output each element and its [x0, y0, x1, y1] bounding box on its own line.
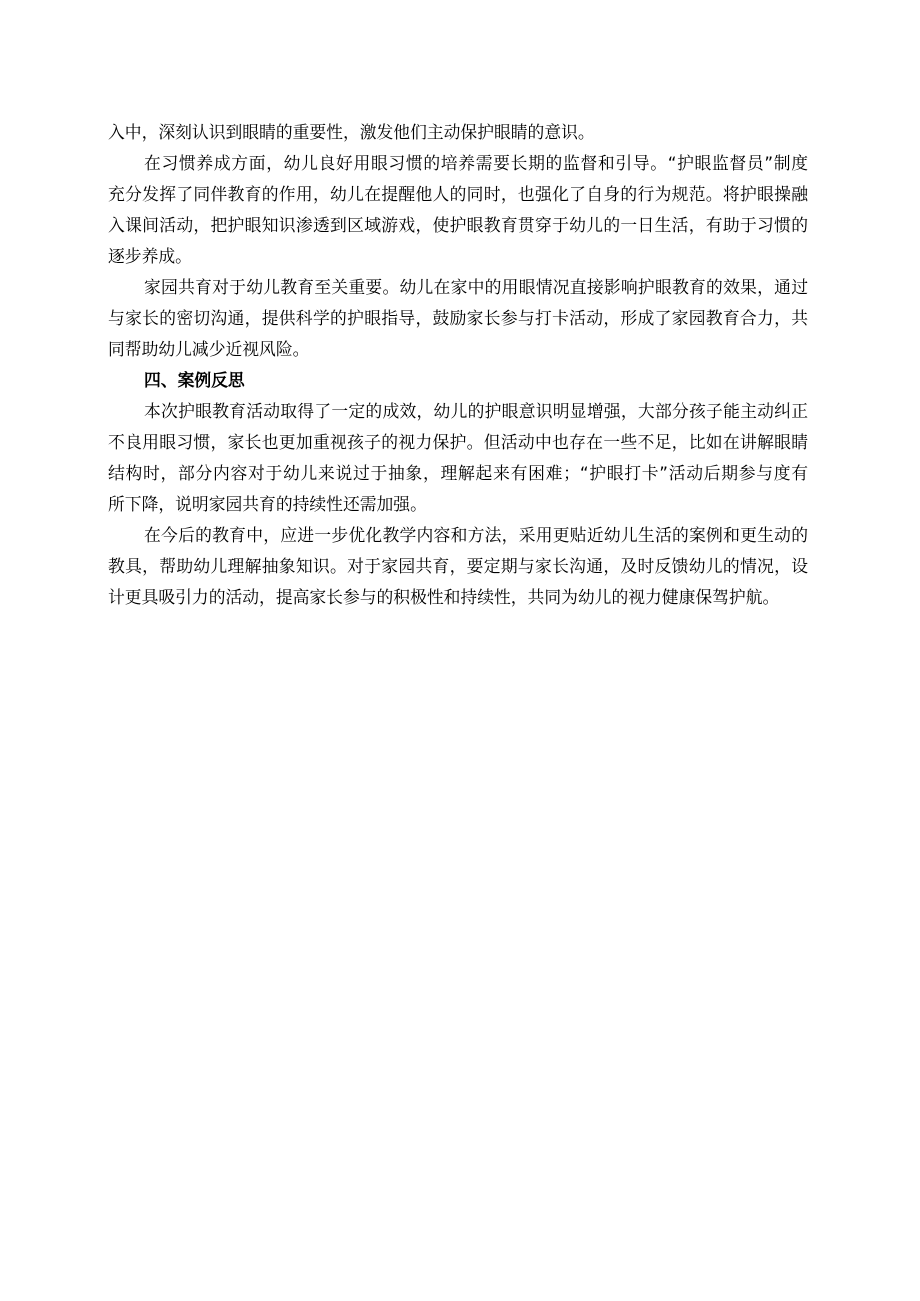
text-line: 在今后的教育中，应进一步优化教学内容和方法，采用更贴近幼儿生活的案例和更生动的 — [144, 525, 808, 545]
text-line: 入中，深刻认识到眼睛的重要性，激发他们主动保护眼睛的意识。 — [108, 122, 595, 142]
document-body — [108, 117, 808, 613]
text-line: 不良用眼习惯，家长也更加重视孩子的视力保护。但活动中也存在一些不足，比如在讲解眼睛 — [108, 432, 808, 452]
paragraph — [108, 117, 808, 148]
paragraph — [108, 396, 808, 520]
text-line: 逐步养成。 — [108, 246, 192, 266]
text-line: 入课间活动，把护眼知识渗透到区域游戏，使护眼教育贯穿于幼儿的一日生活，有助于习惯的 — [108, 215, 808, 235]
text-line: 充分发挥了同伴教育的作用，幼儿在提醒他人的同时，也强化了自身的行为规范。将护眼操融 — [108, 184, 808, 204]
text-line: 与家长的密切沟通，提供科学的护眼指导，鼓励家长参与打卡活动，形成了家园教育合力，共 — [108, 308, 808, 328]
text-line: 同帮助幼儿减少近视风险。 — [108, 339, 310, 359]
text-line: 结构时，部分内容对于幼儿来说过于抽象，理解起来有困难；“护眼打卡”活动后期参与度有 — [108, 463, 808, 483]
text-line: 计更具吸引力的活动，提高家长参与的积极性和持续性，共同为幼儿的视力健康保驾护航。 — [108, 587, 780, 607]
text-line: 教具，帮助幼儿理解抽象知识。对于家园共育，要定期与家长沟通，及时反馈幼儿的情况，设 — [108, 556, 808, 576]
text-line: 所下降，说明家园共育的持续性还需加强。 — [108, 494, 427, 514]
paragraph — [108, 148, 808, 272]
text-line: 本次护眼教育活动取得了一定的成效，幼儿的护眼意识明显增强，大部分孩子能主动纠正 — [144, 401, 808, 421]
paragraph — [108, 272, 808, 365]
text-line: 在习惯养成方面，幼儿良好用眼习惯的培养需要长期的监督和引导。“护眼监督员”制度 — [144, 153, 808, 173]
section-heading: 四、案例反思 — [144, 370, 245, 390]
text-line: 家园共育对于幼儿教育至关重要。幼儿在家中的用眼情况直接影响护眼教育的效果，通过 — [144, 277, 808, 297]
paragraph — [108, 520, 808, 613]
